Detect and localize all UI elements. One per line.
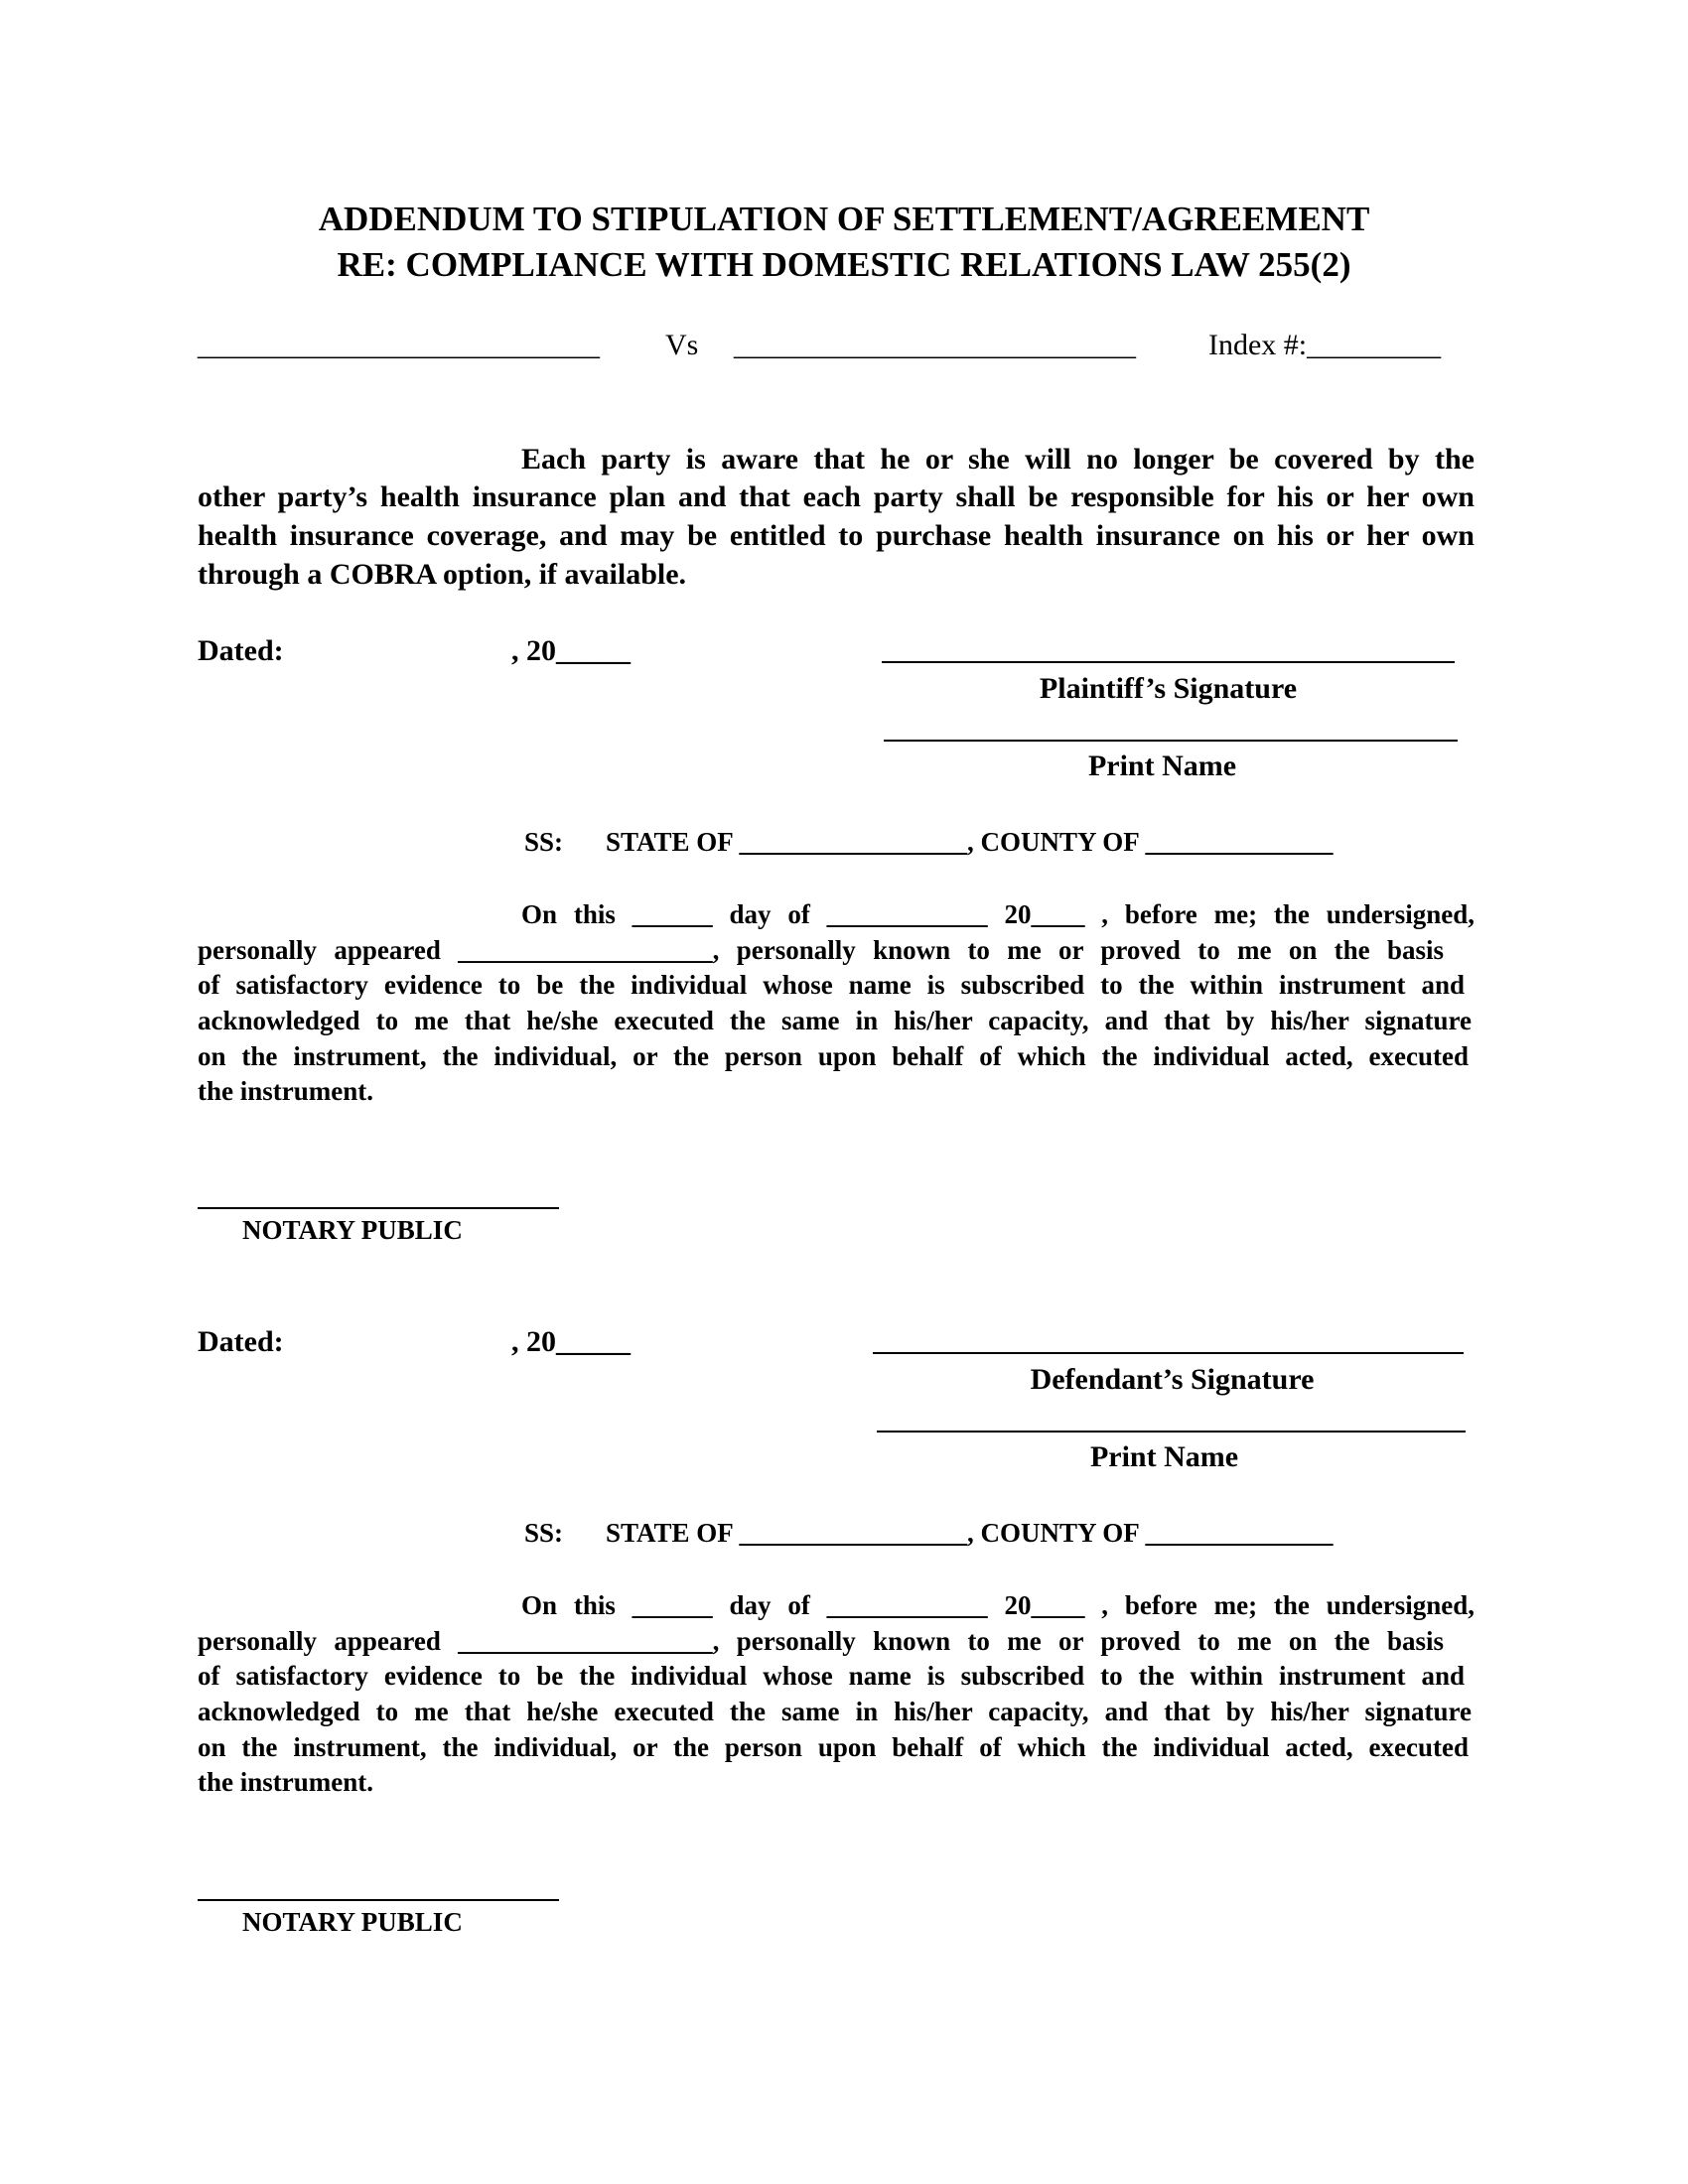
- acknowledgment-line: acknowledged to me that he/she executed the same in his/her capacity, and that by his/her signature: [198, 1006, 1472, 1035]
- notary-signature-line[interactable]: [198, 1207, 559, 1209]
- paragraph-line: health insurance coverage, and may be entitled to purchase health insurance on his or her own: [198, 519, 1475, 552]
- notary-signature-line[interactable]: [198, 1899, 559, 1901]
- acknowledgment-line: of satisfactory evidence to be the individual whose name is subscribed to the within instrument and: [198, 970, 1465, 1000]
- state-county-field[interactable]: STATE OF _________________, COUNTY OF ______________: [606, 1518, 1334, 1548]
- acknowledgment-line: personally appeared ___________________, personally known to me or proved to me on the basis: [198, 1626, 1444, 1656]
- plaintiff-signature-label: Plaintiff’s Signature: [1039, 672, 1298, 705]
- notary-public-label: NOTARY PUBLIC: [242, 1907, 463, 1937]
- index-number-field[interactable]: Index #:_________: [1208, 329, 1442, 361]
- paragraph-line: through a COBRA option, if available.: [198, 558, 687, 591]
- paragraph-line: Each party is aware that he or she will no longer be covered by the: [521, 443, 1475, 476]
- notary-public-label: NOTARY PUBLIC: [242, 1215, 463, 1245]
- title-line-2: RE: COMPLIANCE WITH DOMESTIC RELATIONS LAW 255(2): [337, 245, 1351, 284]
- defendant-name-blank[interactable]: ___________________________: [734, 329, 1136, 361]
- dated-label: Dated:: [198, 1325, 284, 1358]
- vs-label: Vs: [665, 329, 699, 361]
- plaintiff-name-blank[interactable]: ___________________________: [198, 329, 600, 361]
- acknowledgment-line: on the instrument, the individual, or the person upon behalf of which the individual acted, executed: [198, 1732, 1469, 1762]
- print-name-line[interactable]: [877, 1431, 1466, 1433]
- acknowledgment-line: the instrument.: [198, 1076, 373, 1106]
- plaintiff-signature-line[interactable]: [882, 661, 1455, 663]
- title-line-1: ADDENDUM TO STIPULATION OF SETTLEMENT/AGREEMENT: [318, 200, 1370, 238]
- print-name-line[interactable]: [884, 740, 1458, 742]
- acknowledgment-line: on the instrument, the individual, or the person upon behalf of which the individual acted, executed: [198, 1041, 1469, 1071]
- acknowledgment-line: personally appeared ___________________, personally known to me or proved to me on the basis: [198, 935, 1444, 965]
- state-county-field[interactable]: STATE OF _________________, COUNTY OF ______________: [606, 827, 1334, 857]
- acknowledgment-line: the instrument.: [198, 1767, 373, 1797]
- dated-year-blank[interactable]: , 20_____: [511, 634, 631, 667]
- print-name-label: Print Name: [1089, 1440, 1239, 1473]
- defendant-signature-line[interactable]: [873, 1352, 1464, 1354]
- ss-label: SS:: [524, 1518, 564, 1548]
- acknowledgment-line: acknowledged to me that he/she executed the same in his/her capacity, and that by his/her signature: [198, 1697, 1472, 1726]
- ss-label: SS:: [524, 827, 564, 857]
- defendant-signature-label: Defendant’s Signature: [1030, 1363, 1315, 1396]
- print-name-label: Print Name: [1087, 750, 1237, 782]
- acknowledgment-line: of satisfactory evidence to be the individual whose name is subscribed to the within instrument and: [198, 1661, 1465, 1691]
- dated-label: Dated:: [198, 634, 284, 667]
- acknowledgment-line: On this ______ day of ____________ 20____ , before me; the undersigned,: [521, 1590, 1475, 1620]
- paragraph-line: other party’s health insurance plan and that each party shall be responsible for his or her own: [198, 480, 1475, 513]
- dated-year-blank[interactable]: , 20_____: [511, 1325, 631, 1358]
- acknowledgment-line: On this ______ day of ____________ 20____ , before me; the undersigned,: [521, 899, 1475, 929]
